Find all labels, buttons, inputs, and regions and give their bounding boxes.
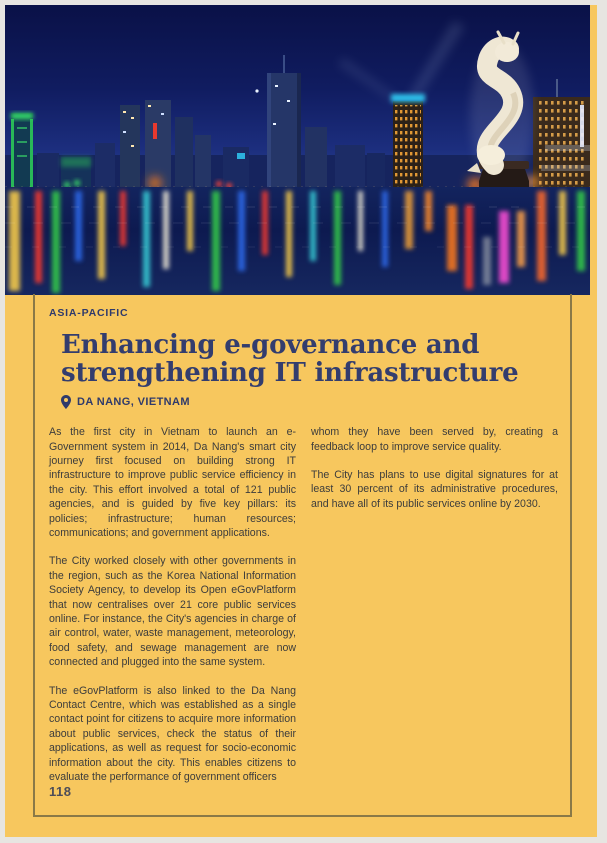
paragraph: The eGovPlatform is also linked to the Da Nang Contact Centre, which was established as a single contact point for citizens to acquire more information about public services, check the status of their applications, as well as request for socio-economic information about the city. This enables citizens to evaluate the performance of government officers <box>49 684 296 784</box>
cityscape-illustration <box>5 5 590 295</box>
danang-night-photo <box>5 5 590 295</box>
column-left <box>49 425 296 798</box>
title-line-1: Enhancing e-governance and <box>61 330 480 360</box>
magazine-page <box>5 5 597 837</box>
page-title <box>61 331 550 387</box>
article-frame <box>33 294 572 817</box>
article-body <box>49 425 558 798</box>
location-label: DA NANG, VIETNAM <box>77 396 190 409</box>
paragraph: As the first city in Vietnam to launch an e-Government system in 2014, Da Nang's smart city journey first focused on building strong IT infrastructure to improve public service efficiency in the city. This effort involved a total of 121 public agencies, and is guided by five key pillars: its policies; infrastructure; human resources; communications; and government applications. <box>49 426 296 539</box>
section-kicker: ASIA-PACIFIC <box>49 307 129 319</box>
page-number: 118 <box>49 784 72 799</box>
location-row <box>61 395 570 409</box>
paragraph: The City has plans to use digital signatures for at least 30 percent of its administrative procedures, and have all of its public services online by 2030. <box>311 468 558 510</box>
title-line-2: strengthening IT infrastructure <box>61 358 519 389</box>
map-pin-icon <box>61 395 71 409</box>
paragraph: The City worked closely with other governments in the region, such as the Korea National Information Society Agency, to develop its Open eGovPlatform that now centralises over 21 core public services online. For instance, the City's agencies in charge of air control, water, waste management, meteorology, food safety, and sewage management are now connected and plugged into the same system. <box>49 555 296 669</box>
paragraph: whom they have been served by, creating a feedback loop to improve service quality. <box>311 426 558 453</box>
column-right <box>311 425 558 798</box>
